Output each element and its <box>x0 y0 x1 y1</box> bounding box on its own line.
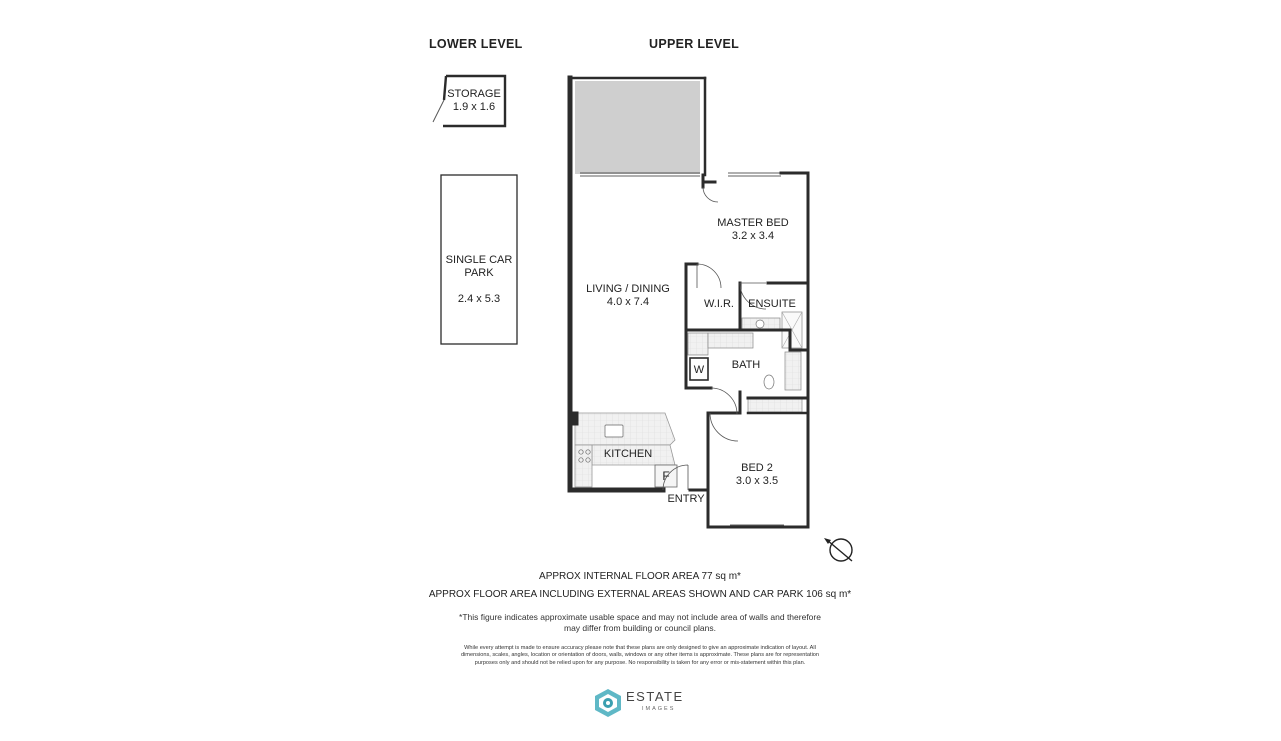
car-park-label <box>446 241 513 319</box>
bed-2-dims: 3.0 x 3.5 <box>735 475 779 487</box>
car-park-dims: 2.4 x 5.3 <box>457 293 501 305</box>
lower-level-heading: LOWER LEVEL <box>429 37 523 51</box>
kitchen-label: KITCHEN <box>603 448 653 460</box>
storage-name: STORAGE <box>447 88 501 100</box>
total-area-text: APPROX FLOOR AREA INCLUDING EXTERNAL AREAS SHOWN AND CAR PARK 106 sq m* <box>428 589 852 600</box>
master-bed-label <box>717 217 789 243</box>
logo-word: ESTATE <box>626 689 684 704</box>
living-dining-name: LIVING / DINING <box>586 283 670 295</box>
living-dining-label <box>586 283 670 309</box>
living-dining-dims: 4.0 x 7.4 <box>606 296 650 308</box>
balcony <box>575 81 700 174</box>
ensuite-label: ENSUITE <box>748 298 796 310</box>
internal-area-text: APPROX INTERNAL FLOOR AREA 77 sq m* <box>539 571 741 582</box>
entry-label: ENTRY <box>667 493 705 505</box>
fridge-label: F <box>662 469 670 483</box>
disclaimer: While every attempt is made to ensure accuracy please note that these plans are only designed to give an approximate indication of layout. All dimensions, scales, angles, location or orientation of doors, walls, windows or any other items is approximate. These plans are for representation purposes only and should not be relied upon for any purpose. No responsibility is taken for any error or mis-statement within this plan. <box>460 645 820 666</box>
estate-images-logo-icon <box>593 688 623 718</box>
upper-level-heading: UPPER LEVEL <box>649 37 740 51</box>
master-bed-dims: 3.2 x 3.4 <box>731 230 775 242</box>
storage-dims: 1.9 x 1.6 <box>452 101 496 113</box>
footnote: *This figure indicates approximate usable space and may not include area of walls and therefore may differ from building or council plans. <box>459 612 821 633</box>
bed-2-label <box>736 462 778 488</box>
master-bed-name: MASTER BED <box>717 217 789 229</box>
bed-2-name: BED 2 <box>741 462 773 474</box>
car-park-name: SINGLE CAR PARK <box>445 254 513 279</box>
wir-label: W.I.R. <box>704 298 734 310</box>
storage-label <box>447 88 501 114</box>
estate-images-logo <box>593 688 693 718</box>
laundry-label: W <box>693 364 705 376</box>
bath-label: BATH <box>731 359 761 371</box>
logo-subword: IMAGES <box>642 706 676 712</box>
north-arrow-icon <box>824 538 852 561</box>
